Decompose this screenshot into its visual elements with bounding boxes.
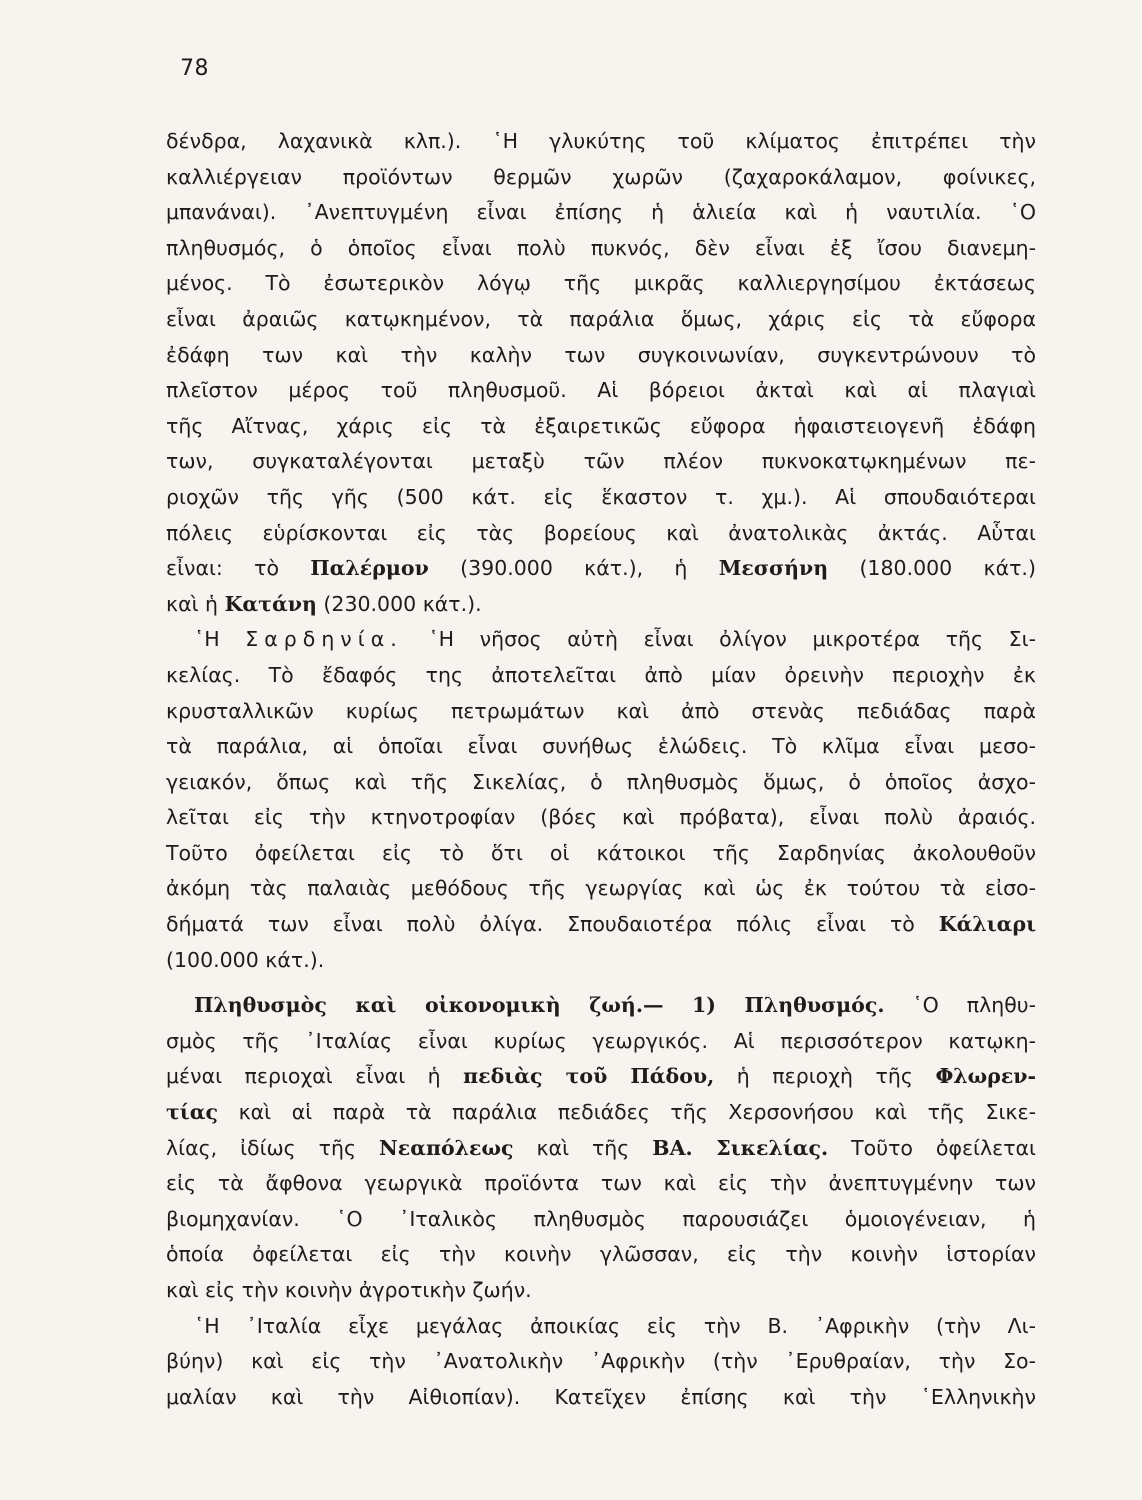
text-line: ὁποία ὀφείλεται εἰς τὴν κοινὴν γλῶσσαν, εἰς τὴν κοινὴν ἱστορίαν xyxy=(166,1242,1036,1267)
text-line: εἶναι ἀραιῶς κατῳκημένον, τὰ παράλια ὅμως, χάρις εἰς τὰ εὔφορα xyxy=(166,306,1036,331)
place-name-ne-sicily: ΒΑ. Σικελίας. xyxy=(652,1135,829,1160)
text-segment: καὶ τῆς xyxy=(536,1135,630,1160)
text-segment: ῾Η νῆσος αὐτὴ εἶναι ὀλίγον μικροτέρα τῆς Σι- xyxy=(428,627,1036,652)
text-line: καλλιέργειαν προϊόντων θερμῶν χωρῶν (ζαχαροκάλαμον, φοίνικες, xyxy=(166,164,1036,189)
text-line: δένδρα, λαχανικὰ κλπ.). ῾Η γλυκύτης τοῦ κλίματος ἐπιτρέπει τὴν xyxy=(166,129,1036,153)
text-segment: καὶ ἡ xyxy=(166,591,219,616)
text-segment: ῾Ο πληθυ- xyxy=(912,993,1036,1018)
place-name-florence-part1: Φλωρεν- xyxy=(935,1064,1037,1089)
text-line-cities xyxy=(166,551,1036,587)
section-title-population: Πληθυσμὸς καὶ οἰκονομικὴ ζωή.— 1) Πληθυσμός. xyxy=(194,993,885,1018)
text-line: βύην) καὶ εἰς τὴν ᾿Ανατολικὴν ᾿Αφρικὴν (τὴν ᾿Ερυθραίαν, τὴν Σο- xyxy=(166,1349,1036,1374)
text-line-regions-cont xyxy=(166,1095,1036,1131)
place-name-palermo: Παλέρμον xyxy=(310,556,429,581)
text-segment: (180.000 κάτ.) xyxy=(859,556,1036,581)
text-line: κελίας. Τὸ ἔδαφός της ἀποτελεῖται ἀπὸ μίαν ὀρεινὴν περιοχὴν ἐκ xyxy=(166,662,1036,687)
page-number: 78 xyxy=(180,56,209,81)
text-line: μένος. Τὸ ἐσωτερικὸν λόγῳ τῆς μικρᾶς καλλιεργησίμου ἐκτάσεως xyxy=(166,271,1036,296)
text-line-population-heading xyxy=(166,988,1036,1024)
text-line: γειακόν, ὅπως καὶ τῆς Σικελίας, ὁ πληθυσμὸς ὅμως, ὁ ὁποῖος ἀσχο- xyxy=(166,769,1036,794)
text-segment: μέναι περιοχαὶ εἶναι ἡ xyxy=(166,1064,441,1089)
text-segment: ἡ περιοχὴ τῆς xyxy=(736,1064,913,1089)
place-name-catania: Κατάνη xyxy=(224,591,317,616)
text-line: Τοῦτο ὀφείλεται εἰς τὸ ὅτι οἱ κάτοικοι τῆς Σαρδηνίας ἀκολουθοῦν xyxy=(166,840,1036,865)
text-line-catania xyxy=(166,587,1036,623)
page-body xyxy=(166,124,1036,1415)
text-segment: ῾Η xyxy=(194,627,220,652)
text-line: μπανάναι). ᾿Ανεπτυγμένη εἶναι ἐπίσης ἡ ἁλιεία καὶ ἡ ναυτιλία. ῾Ο xyxy=(166,200,1036,225)
text-line: μαλίαν καὶ τὴν Αἰθιοπίαν). Κατεῖχεν ἐπίσης καὶ τὴν ῾Ελληνικὴν xyxy=(166,1384,1036,1409)
text-line: των, συγκαταλέγονται μεταξὺ τῶν πλέον πυκνοκατῳκημένων πε- xyxy=(166,449,1036,474)
place-name-messina: Μεσσήνη xyxy=(718,556,829,581)
text-line: πληθυσμός, ὁ ὁποῖος εἶναι πολὺ πυκνός, δὲν εἶναι ἐξ ἴσου διανεμη- xyxy=(166,235,1036,260)
text-line: λεῖται εἰς τὴν κτηνοτροφίαν (βόες καὶ πρόβατα), εἶναι πολὺ ἀραιός. xyxy=(166,805,1036,830)
text-segment: λίας, ἰδίως τῆς xyxy=(166,1135,357,1160)
text-line: τῆς Αἴτνας, χάρις εἰς τὰ ἐξαιρετικῶς εὔφορα ἡφαιστειογενῆ ἐδάφη xyxy=(166,413,1036,438)
section-title-sardinia: Σαρδηνία. xyxy=(245,627,403,652)
place-name-florence-part2: τίας xyxy=(166,1100,218,1125)
text-segment: καὶ αἱ παρὰ τὰ παράλια πεδιάδες τῆς Χερσονήσου καὶ τῆς Σικε- xyxy=(238,1100,1036,1125)
text-line: σμὸς τῆς ᾿Ιταλίας εἶναι κυρίως γεωργικός. Αἱ περισσότερον κατῳκη- xyxy=(166,1028,1036,1053)
text-line: ἀκόμη τὰς παλαιὰς μεθόδους τῆς γεωργίας καὶ ὡς ἐκ τούτου τὰ εἰσο- xyxy=(166,876,1036,901)
text-line: (100.000 κάτ.). xyxy=(166,947,325,972)
text-line: κρυσταλλικῶν κυρίως πετρωμάτων καὶ ἀπὸ στενὰς πεδιάδας παρὰ xyxy=(166,698,1036,723)
text-segment: δήματά των εἶναι πολὺ ὀλίγα. Σπουδαιοτέρα πόλις εἶναι τὸ xyxy=(166,912,915,937)
text-segment: (390.000 κάτ.), ἡ xyxy=(460,556,688,581)
text-segment: (230.000 κάτ.). xyxy=(323,591,482,616)
text-segment: Τοῦτο ὀφείλεται xyxy=(851,1135,1036,1160)
text-line: ριοχῶν τῆς γῆς (500 κάτ. εἰς ἕκαστον τ. χμ.). Αἱ σπουδαιότεραι xyxy=(166,484,1036,509)
text-line-regions xyxy=(166,1059,1036,1095)
place-name-po-valley: πεδιὰς τοῦ Πάδου, xyxy=(463,1064,715,1089)
text-line-naples xyxy=(166,1131,1036,1167)
text-line-cagliari xyxy=(166,907,1036,943)
text-line: πόλεις εὑρίσκονται εἰς τὰς βορείους καὶ ἀνατολικὰς ἀκτάς. Αὗται xyxy=(166,520,1036,545)
paragraph-gap xyxy=(166,978,1036,988)
text-line: πλεῖστον μέρος τοῦ πληθυσμοῦ. Αἱ βόρειοι ἀκταὶ καὶ αἱ πλαγιαὶ xyxy=(166,378,1036,403)
place-name-naples: Νεαπόλεως xyxy=(379,1135,514,1160)
place-name-cagliari: Κάλιαρι xyxy=(938,912,1036,937)
text-line: ῾Η ᾿Ιταλία εἶχε μεγάλας ἀποικίας εἰς τὴν Β. ᾿Αφρικὴν (τὴν Λι- xyxy=(194,1313,1036,1338)
text-line-sardinia-heading xyxy=(166,622,1036,658)
text-segment: εἶναι: τὸ xyxy=(166,556,279,581)
text-line: καὶ εἰς τὴν κοινὴν ἀγροτικὴν ζωήν. xyxy=(166,1278,532,1302)
text-line: τὰ παράλια, αἱ ὁποῖαι εἶναι συνήθως ἑλώδεις. Τὸ κλῖμα εἶναι μεσο- xyxy=(166,734,1036,759)
text-line: εἰς τὰ ἄφθονα γεωργικὰ προϊόντα των καὶ εἰς τὴν ἀνεπτυγμένην των xyxy=(166,1171,1036,1196)
text-line: βιομηχανίαν. ῾Ο ᾿Ιταλικὸς πληθυσμὸς παρουσιάζει ὁμοιογένειαν, ἡ xyxy=(166,1206,1036,1231)
text-line: ἐδάφη των καὶ τὴν καλὴν των συγκοινωνίαν, συγκεντρώνουν τὸ xyxy=(166,342,1036,367)
